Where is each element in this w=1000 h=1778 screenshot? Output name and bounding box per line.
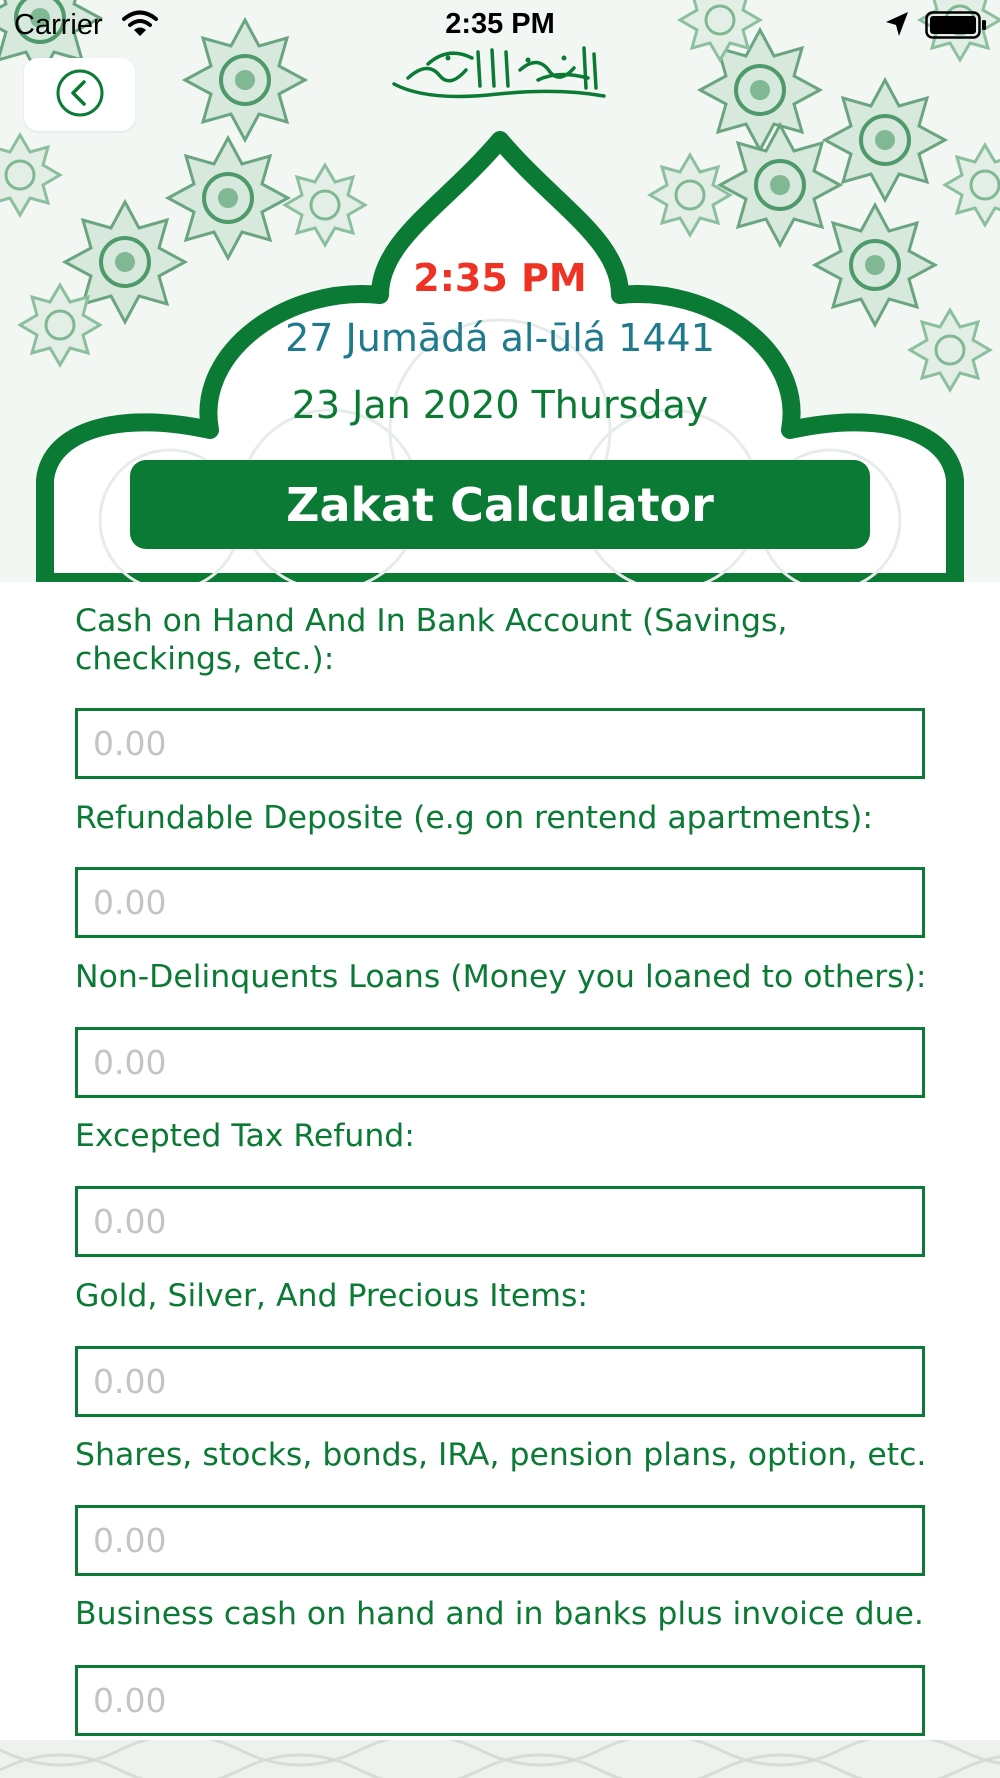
location-arrow-icon xyxy=(884,10,910,43)
carrier-label: Carrier xyxy=(14,9,103,41)
field-label-refundable-deposit: Refundable Deposite (e.g on rentend apartments): xyxy=(75,800,873,836)
field-label-gold-silver: Gold, Silver, And Precious Items: xyxy=(75,1278,589,1314)
loans-input[interactable] xyxy=(75,1027,925,1098)
gregorian-date: 23 Jan 2020 Thursday xyxy=(291,383,709,427)
tax-refund-input[interactable] xyxy=(75,1186,925,1257)
title-banner xyxy=(130,460,870,549)
zakat-form xyxy=(0,582,1000,1740)
hijri-date: 27 Jumādá al-ūlá 1441 xyxy=(285,316,715,360)
status-time: 2:35 PM xyxy=(445,8,555,40)
business-cash-input[interactable] xyxy=(75,1665,925,1736)
field-label-business-cash: Business cash on hand and in banks plus invoice due. xyxy=(75,1596,924,1632)
field-label-cash: Cash on Hand And In Bank Account (Savings, checkings, etc.): xyxy=(75,603,788,677)
shares-input[interactable] xyxy=(75,1505,925,1576)
header xyxy=(0,0,1000,582)
cash-input[interactable] xyxy=(75,708,925,779)
refundable-deposit-input[interactable] xyxy=(75,867,925,938)
bismillah-calligraphy xyxy=(388,40,612,110)
current-time: 2:35 PM xyxy=(413,256,587,300)
field-label-loans: Non-Delinquents Loans (Money you loaned to others): xyxy=(75,959,927,995)
gold-silver-input[interactable] xyxy=(75,1346,925,1417)
battery-icon xyxy=(925,10,987,45)
page-title: Zakat Calculator xyxy=(286,477,714,532)
chevron-left-icon xyxy=(54,67,106,123)
footer-pattern xyxy=(0,1740,1000,1778)
field-label-tax-refund: Excepted Tax Refund: xyxy=(75,1118,415,1154)
field-label-shares: Shares, stocks, bonds, IRA, pension plans, option, etc. xyxy=(75,1437,927,1473)
back-button[interactable] xyxy=(24,58,135,131)
